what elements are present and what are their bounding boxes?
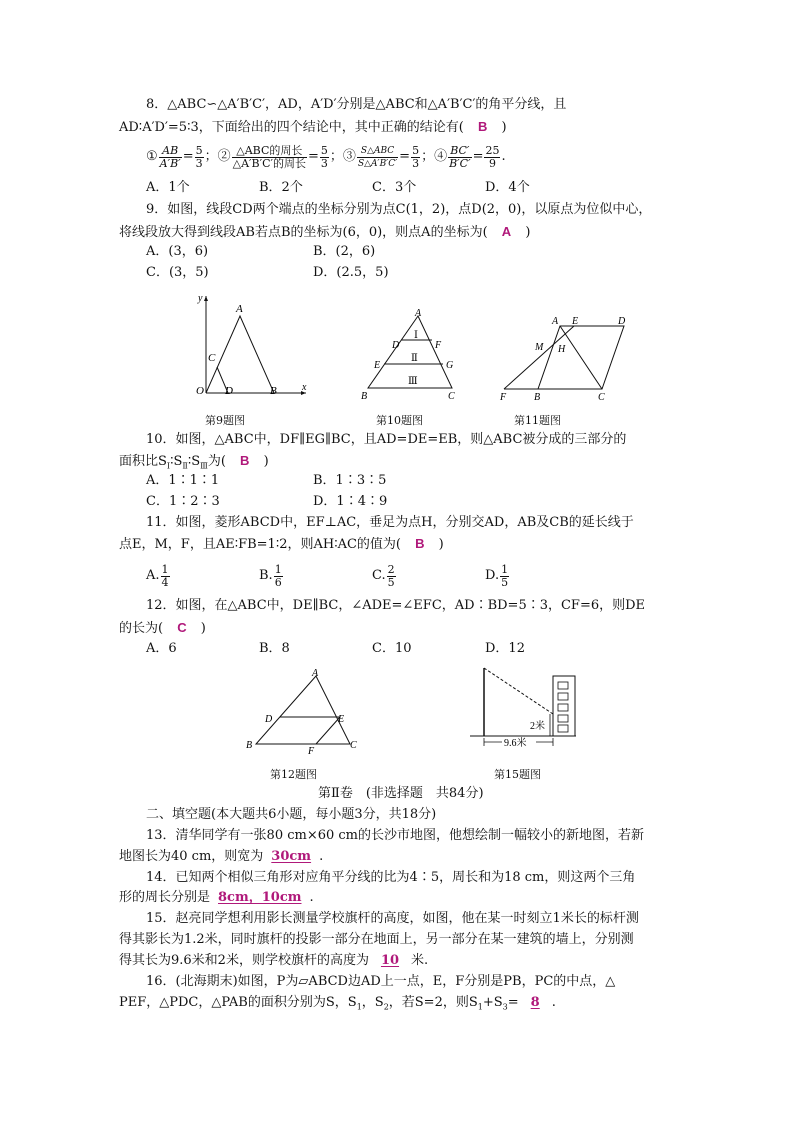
q11-choice-b-den: 6 xyxy=(274,575,282,589)
q16-mid: ，S xyxy=(361,995,384,1010)
fig15-label-height: 2米 xyxy=(530,721,545,732)
fig12-line-ef xyxy=(316,717,340,744)
q10-answer: B xyxy=(240,453,250,468)
fig11-label-e: E xyxy=(572,316,579,327)
q8-answer: B xyxy=(477,119,488,134)
q16-line1: 16．(北海期末)如图，P为▱ABCD边AD上一点，E，F分别是PB，PC的中点，△ xyxy=(146,974,616,989)
q16-stem: PEF，△PDC，△PAB的面积分别为S，S xyxy=(119,995,357,1010)
q9-choice-d: D．(2.5，5) xyxy=(313,265,389,280)
q12-close: ) xyxy=(200,621,206,636)
q8-close: ) xyxy=(501,120,507,135)
fig10-label-a: A xyxy=(415,308,422,319)
fig9-label-b: B xyxy=(270,385,277,397)
fig15-label-width: 9.6米 xyxy=(504,738,527,749)
q14-line2 xyxy=(119,890,314,906)
q8-opt3-rden: 3 xyxy=(412,156,420,170)
q8-opt2-label: ；② xyxy=(204,149,231,164)
fig10-caption: 第10题图 xyxy=(376,414,423,427)
q8-opt2-eq: = xyxy=(308,149,319,164)
figure-9 xyxy=(188,288,318,403)
q16-mid3: +S xyxy=(482,995,503,1010)
q10-mid2: ∶S xyxy=(187,454,201,469)
q8-opt3-label: ；③ xyxy=(329,149,356,164)
fig15-sun-ray xyxy=(484,668,553,714)
fig10-label-b: B xyxy=(361,391,368,402)
q11-choice-c xyxy=(372,558,397,594)
q10-sub3: Ⅲ xyxy=(200,461,208,471)
q10-mid1: ∶S xyxy=(170,454,183,469)
fig11-label-a: A xyxy=(552,316,559,327)
q12-stem: 的长为( xyxy=(119,621,164,636)
q9-choice-c: C．(3，5) xyxy=(146,265,209,280)
q16-sub3: 1 xyxy=(477,1002,483,1012)
fig9-segment-oab xyxy=(206,316,274,393)
q11-choice-d-den: 5 xyxy=(501,575,509,589)
q14-line1: 14．已知两个相似三角形对应角平分线的比为4∶5，周长和为18 cm，则这两个三角 xyxy=(146,870,636,885)
q14-answer: 8cm，10cm xyxy=(218,890,302,905)
q12-choice-c: C．10 xyxy=(372,641,412,656)
q11-stem: 点E，M，F，且AE∶FB=1∶2，则AH∶AC的值为( xyxy=(119,537,401,552)
q16-mid4: = xyxy=(507,995,519,1010)
q12-choice-a: A．6 xyxy=(146,641,177,656)
q16-line2 xyxy=(119,995,556,1016)
section2-title: 第Ⅱ卷 (非选择题 共84分) xyxy=(318,786,484,801)
q10-choice-b: B．1∶3∶5 xyxy=(313,473,387,488)
q11-choice-d-letter: D. xyxy=(485,568,500,583)
figure-11 xyxy=(494,308,634,404)
q11-choice-a-num: 1 xyxy=(161,562,169,576)
fig15-window xyxy=(558,715,568,722)
fig11-label-f: F xyxy=(500,392,507,403)
fig10-label-region-ii: Ⅱ xyxy=(411,353,418,364)
q12-choice-b: B．8 xyxy=(259,641,290,656)
fig10-label-region-i: Ⅰ xyxy=(414,330,418,341)
q8-opt3-eq: = xyxy=(399,149,411,164)
fig9-label-d: D xyxy=(225,385,233,397)
q11-line2 xyxy=(119,536,444,553)
q8-opt3-rnum: 5 xyxy=(412,143,420,157)
fig12-triangle xyxy=(256,676,350,744)
q8-opt1-den: A′B′ xyxy=(159,156,181,170)
fig11-label-d: D xyxy=(618,316,626,327)
q8-opt4-den: B′C′ xyxy=(449,156,471,170)
fig15-window xyxy=(558,704,568,711)
fig11-label-b: B xyxy=(534,392,541,403)
q13-end: . xyxy=(319,849,324,864)
q11-choice-a-den: 4 xyxy=(161,575,169,589)
q10-close: ) xyxy=(263,454,269,469)
q8-opt4-label: ；④ xyxy=(421,149,448,164)
q10-choice-a: A．1∶1∶1 xyxy=(146,473,220,488)
q13-line2 xyxy=(119,849,323,865)
fig9-label-c: C xyxy=(208,352,216,364)
q15-line2: 得其影长为1.2米，同时旗杆的投影一部分在地面上，另一部分在某一建筑的墙上，分别测 xyxy=(119,932,634,947)
q16-sub4: 3 xyxy=(502,1002,508,1012)
q9-line1: 9．如图，线段CD两个端点的坐标分别为点C(1，2)，点D(2，0)，以原点为位似中心， xyxy=(146,202,652,217)
q12-answer: C xyxy=(177,620,187,635)
q15-stem: 得其长为9.6米和2米，则学校旗杆的高度为 xyxy=(119,953,369,968)
q8-opt3-num: S△ABC xyxy=(357,145,398,158)
fig9-label-y: y xyxy=(198,293,203,304)
q8-opt1-rnum: 5 xyxy=(195,143,203,157)
q9-line2 xyxy=(119,224,530,241)
q8-opt4-num: BC′ xyxy=(448,145,472,158)
q8-opt1-label: ① xyxy=(146,149,158,164)
fig11-label-m: M xyxy=(535,342,544,353)
fig11-label-c: C xyxy=(598,392,605,403)
q8-opt4-eq: = xyxy=(472,149,484,164)
fig12-label-d: D xyxy=(265,714,273,725)
q15-line1: 15．赵亮同学想利用影长测量学校旗杆的高度，如图，他在某一时刻立1米长的标杆测 xyxy=(146,911,639,926)
q8-choice-c: C．3个 xyxy=(372,180,417,195)
fig10-label-d: D xyxy=(392,340,400,351)
q11-choice-d-num: 1 xyxy=(501,562,509,576)
q12-choice-d: D．12 xyxy=(485,641,525,656)
q11-line1: 11．如图，菱形ABCD中，EF⊥AC，垂足为点H，分别交AD，AB及CB的延长线于 xyxy=(146,515,634,530)
figure-12 xyxy=(238,664,368,756)
q8-options-formulas xyxy=(146,139,506,175)
q10-stem: 面积比S xyxy=(119,454,167,469)
q9-choice-a: A．(3，6) xyxy=(146,244,209,259)
fig12-label-c: C xyxy=(350,740,357,751)
fig15-window xyxy=(558,693,568,700)
q11-choice-c-letter: C. xyxy=(372,568,386,583)
q9-stem: 将线段放大得到线段AB若点B的坐标为(6，0)，则点A的坐标为( xyxy=(119,225,488,240)
figure-15 xyxy=(464,662,580,758)
fig10-label-g: G xyxy=(446,360,454,371)
q8-choice-a: A．1个 xyxy=(146,180,190,195)
q11-choice-a-letter: A. xyxy=(146,568,160,583)
fig9-label-o: O xyxy=(196,385,204,397)
q8-opt4-rden: 9 xyxy=(488,156,496,170)
q16-sub2: 2 xyxy=(383,1002,389,1012)
q8-opt1-num: AB xyxy=(159,145,182,158)
q11-choice-c-num: 2 xyxy=(387,562,395,576)
q10-choice-d: D．1∶4∶9 xyxy=(313,494,388,509)
fig10-label-e: E xyxy=(374,360,381,371)
q12-line2 xyxy=(119,620,206,637)
q8-line2 xyxy=(119,119,507,136)
fig15-caption: 第15题图 xyxy=(494,768,541,781)
q8-opt4-rnum: 25 xyxy=(485,143,500,157)
q10-sub2: Ⅱ xyxy=(182,461,188,471)
fig9-label-a: A xyxy=(236,303,243,315)
fig12-label-b: B xyxy=(246,740,253,751)
fig12-caption: 第12题图 xyxy=(270,768,317,781)
fig12-label-e: E xyxy=(338,714,345,725)
fig10-label-c: C xyxy=(448,391,455,402)
q11-choice-b-letter: B. xyxy=(259,568,273,583)
section2-header: 二、填空题(本大题共6小题，每小题3分，共18分) xyxy=(146,807,437,822)
fig11-label-h: H xyxy=(558,344,566,355)
q13-stem: 地图长为40 cm，则宽为 xyxy=(119,849,264,864)
q12-line1: 12．如图，在△ABC中，DE∥BC，∠ADE=∠EFC，AD∶BD=5∶3，CF=6，则DE xyxy=(146,598,646,613)
q8-opt2-rnum: 5 xyxy=(320,143,328,157)
q9-choice-b: B．(2，6) xyxy=(313,244,376,259)
q8-opt2-num: △ABC的周长 xyxy=(232,145,307,158)
fig12-label-a: A xyxy=(312,668,319,679)
q8-opt2-rden: 3 xyxy=(320,156,328,170)
q11-choice-b xyxy=(259,558,284,594)
fig11-line-ef xyxy=(504,326,574,389)
fig12-label-f: F xyxy=(308,746,315,756)
fig9-y-arrow xyxy=(204,296,208,301)
q11-choice-d xyxy=(485,558,510,594)
q8-opt1-rden: 3 xyxy=(195,156,203,170)
q9-close: ) xyxy=(525,225,531,240)
fig11-caption: 第11题图 xyxy=(514,414,561,427)
q10-line2 xyxy=(119,453,269,475)
q15-end: 米. xyxy=(411,953,429,968)
q11-choice-b-num: 1 xyxy=(274,562,282,576)
q10-sub1: Ⅰ xyxy=(166,461,171,471)
q8-opt1-eq: = xyxy=(182,149,194,164)
q9-answer: A xyxy=(501,224,512,239)
q13-line1: 13．清华同学有一张80 cm×60 cm的长沙市地图，他想绘制一幅较小的新地图，若新 xyxy=(146,828,644,843)
q10-choice-c: C．1∶2∶3 xyxy=(146,494,220,509)
q11-close: ) xyxy=(438,537,444,552)
figure-10 xyxy=(356,306,464,402)
q13-answer: 30cm xyxy=(271,849,312,864)
q10-line1: 10．如图，△ABC中，DF∥EG∥BC，且AD=DE=EB，则△ABC被分成的三部分的 xyxy=(146,432,627,447)
q15-line3 xyxy=(119,953,428,969)
q11-choice-a xyxy=(146,558,171,594)
q8-opt-end: . xyxy=(501,149,506,164)
q8-choice-b: B．2个 xyxy=(259,180,303,195)
q10-stem-end: 为( xyxy=(207,454,226,469)
q8-stem: AD∶A′D′=5∶3，下面给出的四个结论中，其中正确的结论有( xyxy=(119,120,464,135)
q16-mid2: ，若S=2，则S xyxy=(388,995,478,1010)
q8-opt2-den: △A′B′C′的周长 xyxy=(232,156,307,170)
fig9-label-x: x xyxy=(302,382,307,393)
q8-line1: 8．△ABC∽△A′B′C′，AD，A′D′分别是△ABC和△A′B′C′的角平分线，且 xyxy=(146,97,567,112)
q14-stem: 形的周长分别是 xyxy=(119,890,211,905)
q8-opt3-den: S△A′B′C′ xyxy=(357,158,398,169)
fig9-caption: 第9题图 xyxy=(205,414,245,427)
q16-answer: 8 xyxy=(530,995,540,1010)
q14-end: . xyxy=(309,890,314,905)
fig15-window xyxy=(558,725,568,732)
q16-sub1: 1 xyxy=(356,1002,362,1012)
q15-answer: 10 xyxy=(380,953,400,968)
q16-end: . xyxy=(551,995,556,1010)
fig10-label-f: F xyxy=(435,340,442,351)
fig10-label-region-iii: Ⅲ xyxy=(408,376,418,387)
q11-choice-c-den: 5 xyxy=(387,575,395,589)
q11-answer: B xyxy=(415,536,425,551)
fig11-diagonal-ac xyxy=(560,326,602,389)
fig15-window xyxy=(558,682,568,689)
fig15-building xyxy=(553,676,575,736)
q8-choice-d: D．4个 xyxy=(485,180,530,195)
